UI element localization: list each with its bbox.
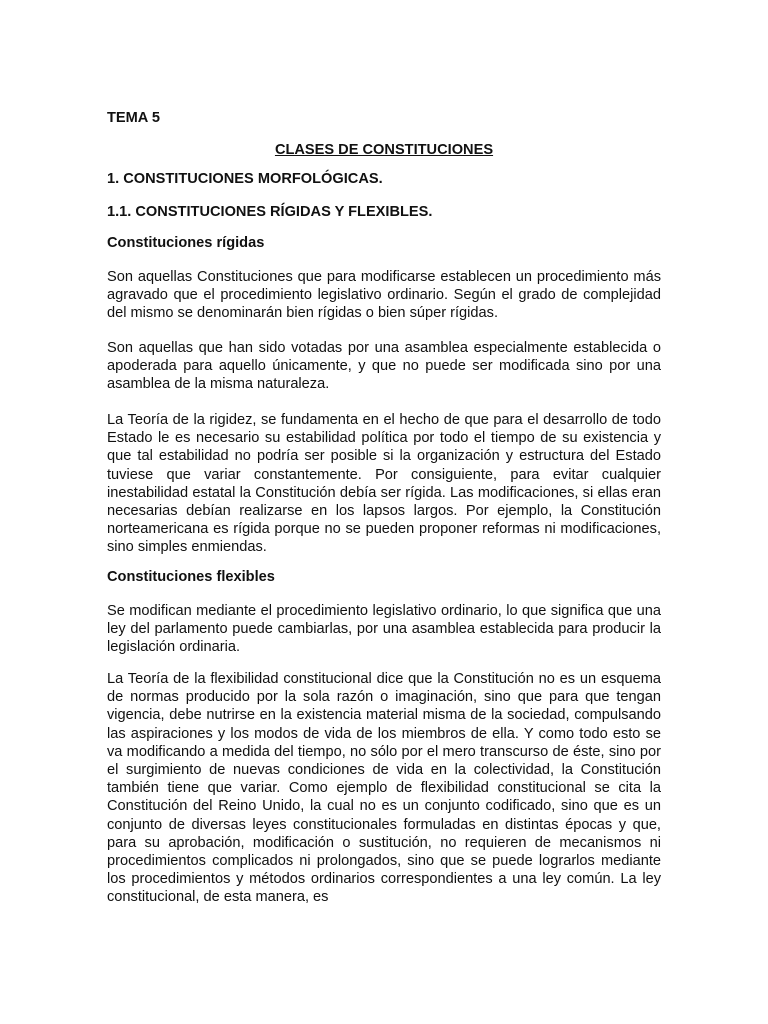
section-heading-1: 1. CONSTITUCIONES MORFOLÓGICAS. bbox=[107, 171, 383, 187]
paragraph-flexible-2: La Teoría de la flexibilidad constitucional dice que la Constitución no es un esquema de normas producido por la sola razón o imaginación, sino que para que tengan vigencia, debe nutrirse en la existencia material misma de la sociedad, compulsando las aspiraciones y los modos de vida de los miembros de ella. Y como todo esto se va modificando a medida del tiempo, no sólo por el mero transcurso de éste, sino por el surgimiento de nuevas condiciones de vida en la colectividad, la Constitución también tiene que variar. Como ejemplo de flexibilidad constitucional se cita la Constitución del Reino Unido, la cual no es un conjunto codificado, sino que es un conjunto de diversas leyes constitucionales formuladas en distintas épocas y que, para su aprobación, modificación o sustitución, no requieren de mecanismos ni procedimientos complicados ni prolongados, sino que se puede lograrlos mediante los procedimientos y métodos ordinarios correspondientes a una ley común. La ley constitucional, de esta manera, es bbox=[107, 671, 661, 906]
paragraph-rigid-1: Son aquellas Constituciones que para modificarse establecen un procedimiento más agravado que el procedimiento legislativo ordinario. Según el grado de complejidad del mismo se denominarán bien rígidas o bien súper rígidas. bbox=[107, 269, 661, 322]
paragraph-rigid-2: Son aquellas que han sido votadas por una asamblea especialmente establecida o apoderada para aquello únicamente, y que no puede ser modificada sino por una asamblea de la misma naturaleza. bbox=[107, 340, 661, 393]
tema-label: TEMA 5 bbox=[107, 110, 160, 126]
section-heading-1-1: 1.1. CONSTITUCIONES RÍGIDAS Y FLEXIBLES. bbox=[107, 204, 433, 220]
subheading-rigid: Constituciones rígidas bbox=[107, 235, 265, 251]
document-title: CLASES DE CONSTITUCIONES bbox=[274, 142, 494, 158]
paragraph-rigid-3: La Teoría de la rigidez, se fundamenta en el hecho de que para el desarrollo de todo Estado le es necesario su estabilidad política por todo el tiempo de su existencia y que tal estabilidad no podría ser posible si la organización y estructura del Estado tuviese que variar constantemente. Por consiguiente, para evitar cualquier inestabilidad estatal la Constitución debía ser rígida. Las modificaciones, si ellas eran necesarias debían realizarse en los lapsos largos. Por ejemplo, la Constitución norteamericana es rígida porque no se pueden proponer reformas ni modificaciones, sino simples enmiendas. bbox=[107, 412, 661, 556]
paragraph-flexible-1: Se modifican mediante el procedimiento legislativo ordinario, lo que significa que una ley del parlamento puede cambiarlas, por una asamblea establecida para producir la legislación ordinaria. bbox=[107, 603, 661, 656]
subheading-flexible: Constituciones flexibles bbox=[107, 569, 275, 585]
